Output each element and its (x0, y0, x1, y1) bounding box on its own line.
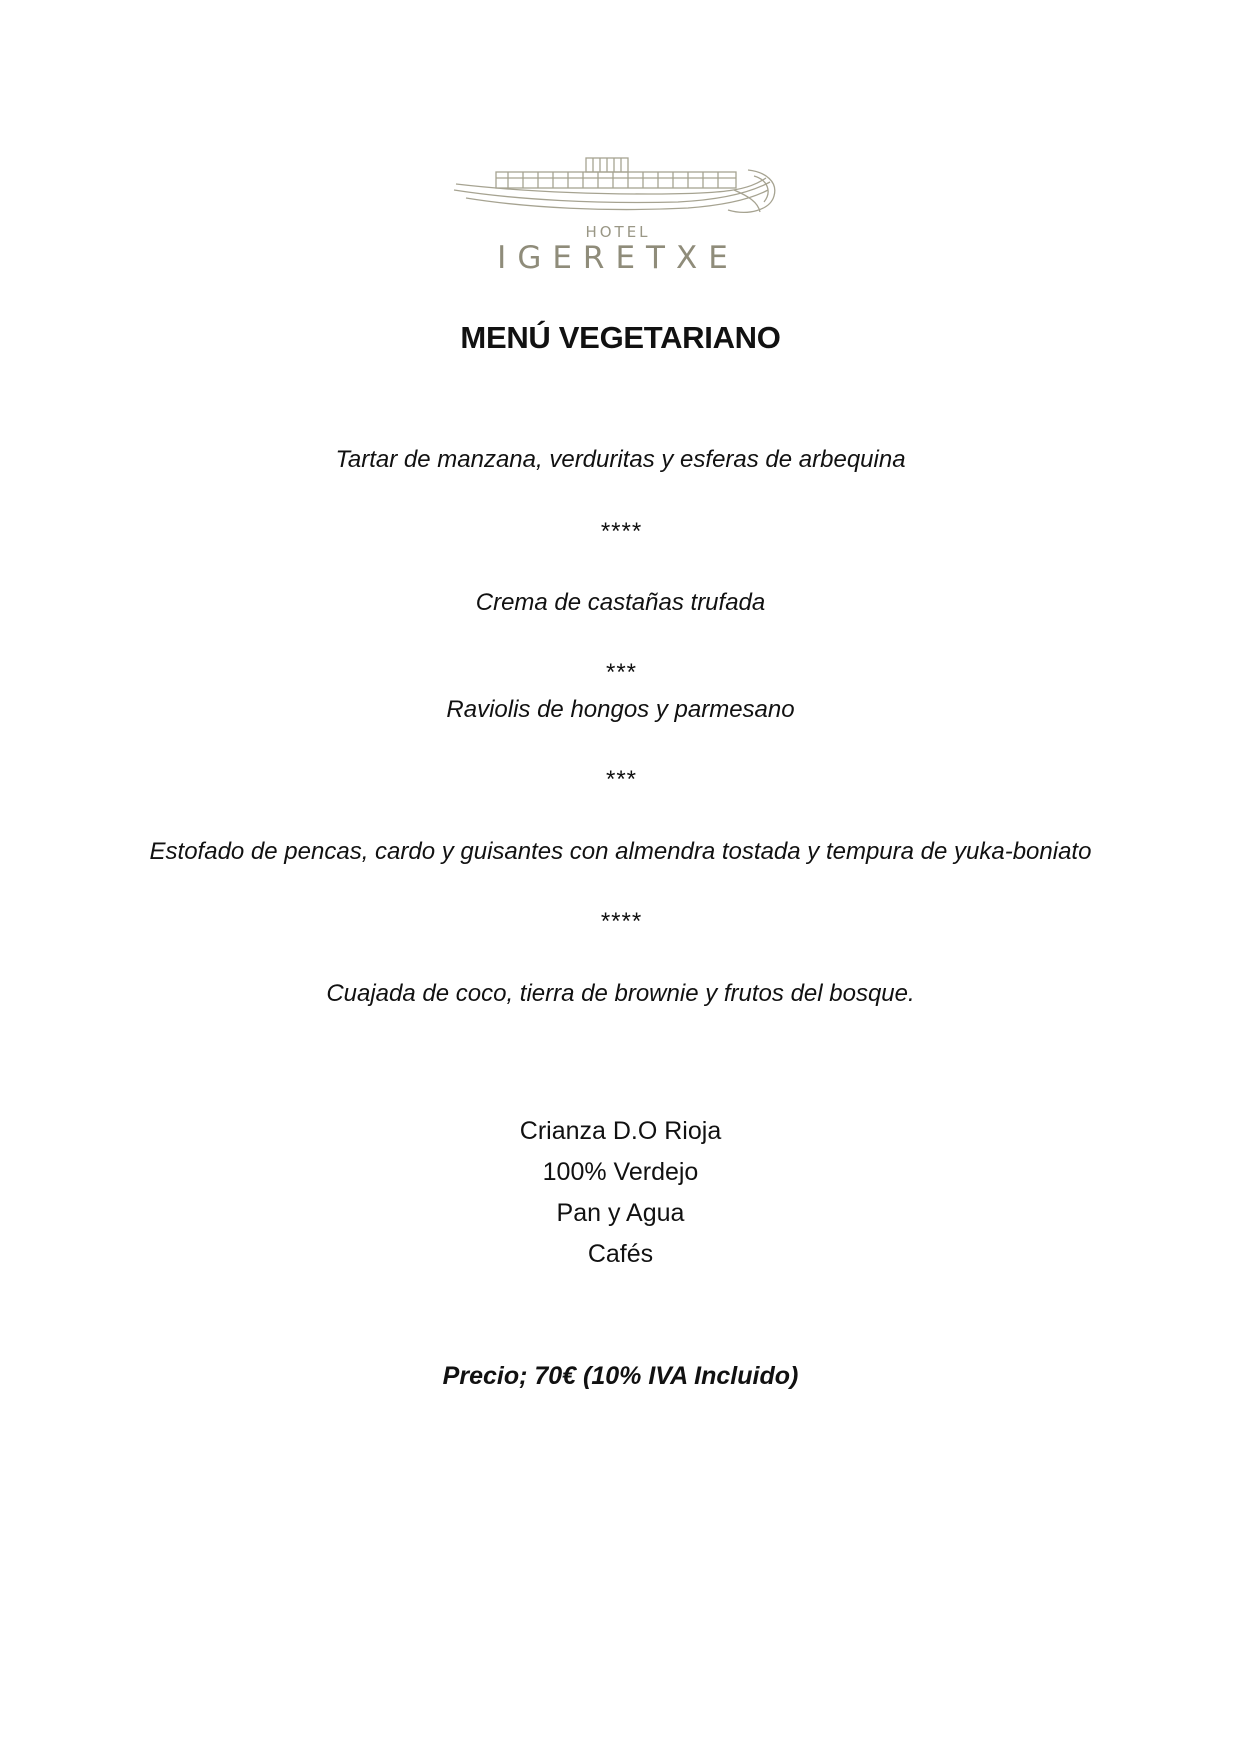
course-cream: Crema de castañas trufada (475, 589, 766, 616)
logo-hotel-name: IGERETXE (497, 240, 739, 276)
menu-title: MENÚ VEGETARIANO (460, 320, 781, 355)
course-separator: *** (604, 659, 637, 686)
hotel-building-icon (448, 150, 788, 230)
course-separator: **** (599, 908, 642, 935)
drink-item: Crianza D.O Rioja (519, 1117, 722, 1145)
drink-item: 100% Verdejo (542, 1158, 699, 1186)
course-dessert: Cuajada de coco, tierra de brownie y frutos del bosque. (326, 980, 915, 1007)
drink-item: Cafés (587, 1240, 654, 1268)
course-starter: Tartar de manzana, verduritas y esferas de arbequina (335, 446, 906, 473)
course-main: Estofado de pencas, cardo y guisantes con almendra tostada y tempura de yuka-boniato (149, 838, 1092, 865)
course-separator: *** (604, 766, 637, 793)
hotel-logo (448, 150, 788, 280)
logo-hotel-label: HOTEL (585, 223, 651, 241)
drink-item: Pan y Agua (556, 1199, 685, 1227)
course-separator: **** (599, 518, 642, 545)
menu-price: Precio; 70€ (10% IVA Incluido) (442, 1362, 799, 1390)
course-raviolis: Raviolis de hongos y parmesano (446, 696, 795, 723)
